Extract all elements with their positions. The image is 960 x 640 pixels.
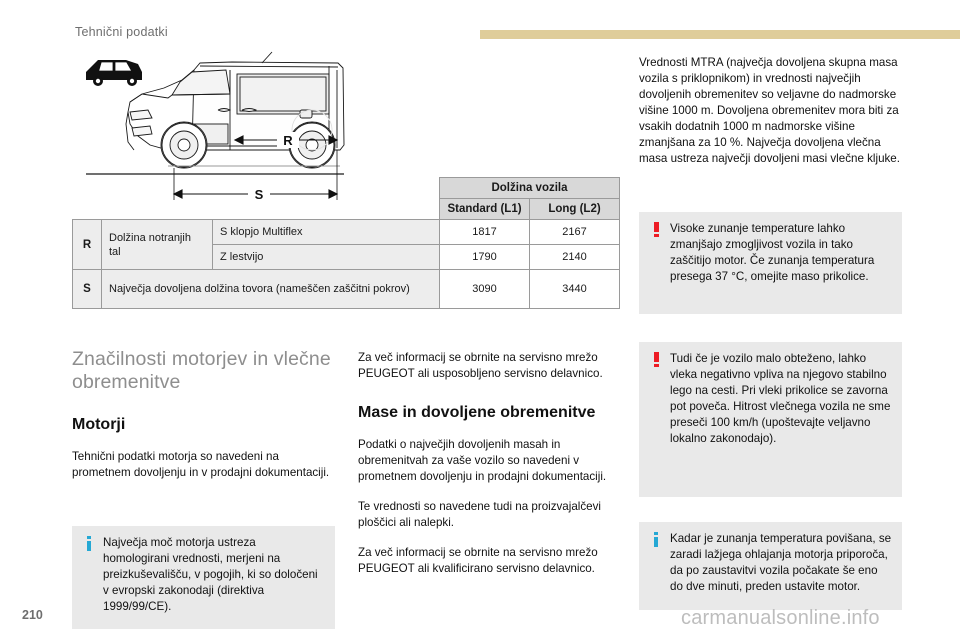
page-header-title: Tehnični podatki [75,25,168,39]
info-box-text: Največja moč motorja ustreza homologirani vrednosti, merjeni na preizkuševališču, v pogojih, ki so določeni v evropski zakonodaji (direktiva 1999/99/CE). [103,536,318,613]
dimension-label-r: R [283,133,293,148]
table-main-header: Dolžina vozila [440,178,620,199]
table-row [73,270,620,309]
row-code-s: S [73,270,102,309]
info-box-engine-cooling [639,522,902,610]
row-value-standard: 1790 [440,245,530,270]
dimension-label-s: S [254,187,264,202]
warning-box-towing-stability [639,342,902,497]
row-value-long: 2140 [530,245,620,270]
row-value-standard: 1817 [440,220,530,245]
paragraph-engine-data: Tehnični podatki motorja so navedeni na prometnem dovoljenju in v prodajni dokumentaciji. [72,449,330,479]
row-description-s: Največja dovoljena dolžina tovora (nameščen zaščitni pokrov) [109,283,410,296]
dimensions-table [72,177,620,309]
warning-box-text: Visoke zunanje temperature lahko zmanjšajo zmogljivost vozila in tako zaščitijo motor. Če zunanja temperatura presega 37 °C, omejite maso prikolice. [670,222,875,283]
row-value-standard: 3090 [440,270,530,309]
subsection-title-engines: Motorji [72,416,126,433]
column-right-text [639,55,902,167]
warning-icon [649,222,663,300]
table-subheader-standard: Standard (L1) [440,199,530,220]
paragraph-mtra: Vrednosti MTRA (največja dovoljena skupna masa vozila s priklopnikom) in vrednosti največjih dovoljenih obremenitev so veljavne do nadmorske višine 1000 m. Dovoljena obremenitev mora biti za vsakih dodatnih 1000 m nadmorske višine zmanjšana za 10 %. Največja dovoljena vlečna masa ustreza največji dovoljeni masi vlečne kljuke. [639,56,900,165]
watermark: carmanualsonline.info [681,607,880,629]
subsection-title-masses: Mase in dovoljene obremenitve [358,403,596,421]
column-middle [358,350,621,577]
paragraph-mass-data: Podatki o največjih dovoljenih masah in obremenitvah za vaše vozilo so navedeni v prometnem dovoljenju in prodajni dokumentaciji. [358,437,607,483]
row-code-r: R [73,220,102,270]
warning-box-high-temperature [639,212,902,314]
row-variant-ladder: Z lestvijo [220,251,264,264]
info-icon [649,532,663,596]
row-description-r: Dolžina notranjih tal [109,231,191,258]
row-value-long: 2167 [530,220,620,245]
table-row [73,220,620,245]
page-number: 210 [22,608,43,622]
row-variant-multiflex: S klopjo Multiflex [220,226,303,238]
warning-icon [649,352,663,483]
paragraph-service-network-1: Za več informacij se obrnite na servisno mrežo PEUGEOT ali usposobljeno servisno delavnico. [358,351,603,380]
section-title-engine-towing: Značilnosti motorjev in vlečne obremenitve [72,348,331,393]
row-value-long: 3440 [530,270,620,309]
paragraph-service-network-2: Za več informacij se obrnite na servisno mrežo PEUGEOT ali kvalificirano servisno delavnico. [358,545,598,575]
info-box-engine-power [72,526,335,629]
table-subheader-row [73,199,620,220]
table-subheader-long: Long (L2) [530,199,620,220]
column-left [72,348,335,481]
paragraph-manufacturer-plate: Te vrednosti so navedene tudi na proizvajalčevi ploščici ali nalepki. [358,499,601,529]
info-box-text: Kadar je zunanja temperatura povišana, se zaradi lažjega ohlajanja motorja priporoča, da po zaustavitvi vozila počakate še eno do dve minuti, preden ustavite motor. [670,532,892,593]
table-header-row [73,178,620,199]
info-icon [82,536,96,615]
header-accent-bar [480,30,960,39]
warning-box-text: Tudi če je vozilo malo obteženo, lahko vleka negativno vpliva na njegovo stabilno lego na cesti. Pri vleki prikolice se zavorna pot poveča. Hitrost vlečnega vozila ne sme preseči 100 km/h (upoštevajte veljavno lokalno zakonodajo). [670,352,891,445]
